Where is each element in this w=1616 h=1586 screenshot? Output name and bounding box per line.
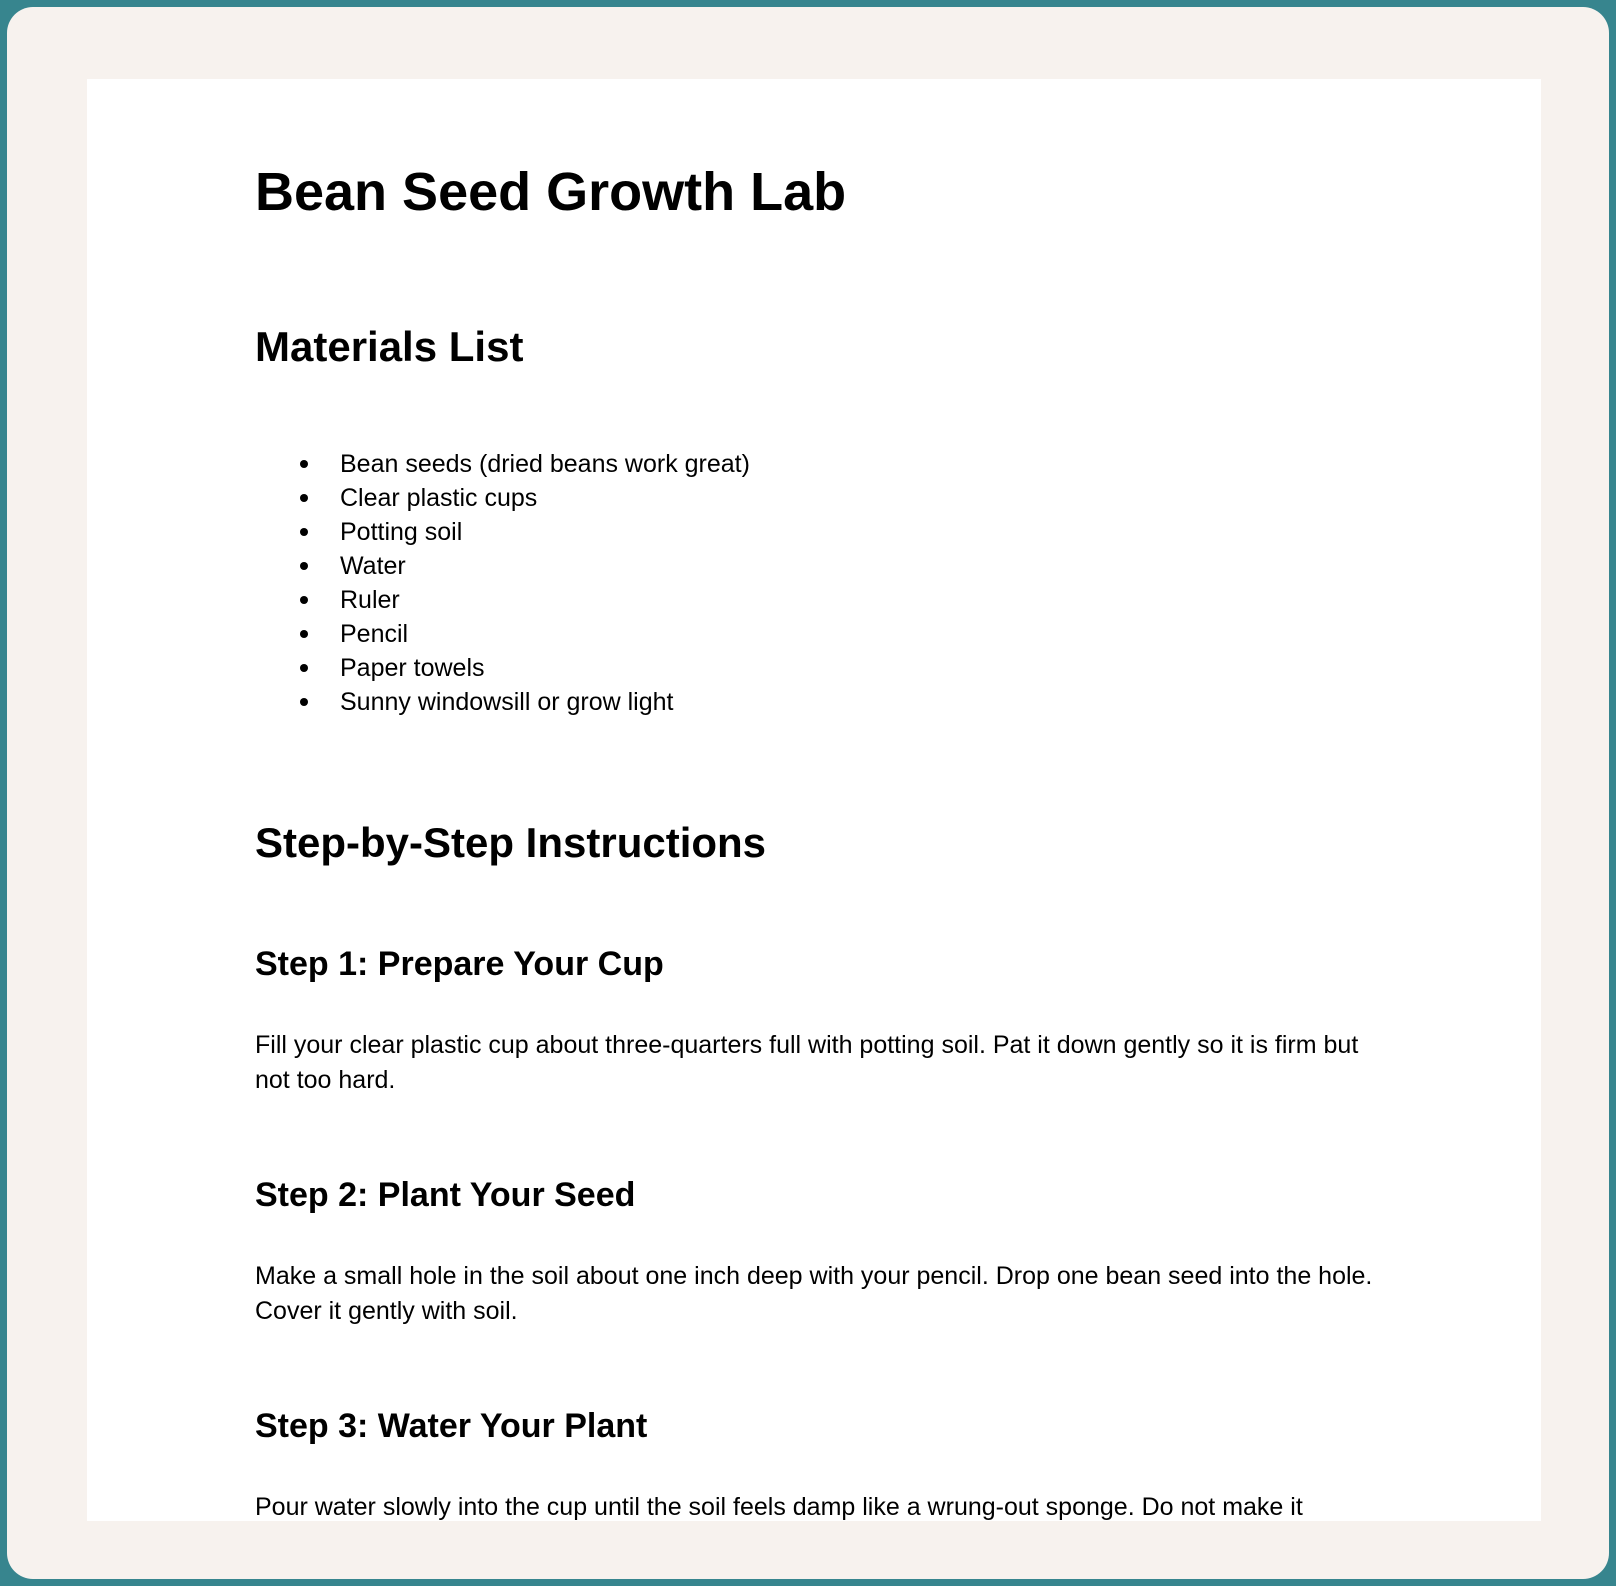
list-item: Pencil — [340, 617, 1381, 651]
document-title: Bean Seed Growth Lab — [255, 162, 847, 222]
step-3-heading: Step 3: Water Your Plant — [255, 1407, 648, 1445]
document-canvas — [7, 7, 1609, 1579]
list-item: Sunny windowsill or grow light — [340, 685, 1381, 719]
materials-list — [255, 447, 1381, 719]
list-item: Ruler — [340, 583, 1381, 617]
document-page — [87, 79, 1541, 1521]
materials-section-heading: Materials List — [255, 323, 524, 370]
list-item: Clear plastic cups — [340, 481, 1381, 515]
step-3-paragraph: Pour water slowly into the cup until the soil feels damp like a wrung-out sponge. Do not make it — [255, 1493, 1303, 1521]
step-2-heading: Step 2: Plant Your Seed — [255, 1176, 636, 1214]
step-2-paragraph: Make a small hole in the soil about one inch deep with your pencil. Drop one bean seed into the hole. Cover it gently with soil. — [255, 1262, 1373, 1325]
list-item: Paper towels — [340, 651, 1381, 685]
step-1-paragraph: Fill your clear plastic cup about three-quarters full with potting soil. Pat it down gently so it is firm but not too hard. — [255, 1031, 1359, 1094]
step-1-heading: Step 1: Prepare Your Cup — [255, 945, 664, 983]
list-item: Water — [340, 549, 1381, 583]
list-item: Potting soil — [340, 515, 1381, 549]
instructions-section-heading: Step-by-Step Instructions — [255, 819, 767, 866]
list-item: Bean seeds (dried beans work great) — [340, 447, 1381, 481]
